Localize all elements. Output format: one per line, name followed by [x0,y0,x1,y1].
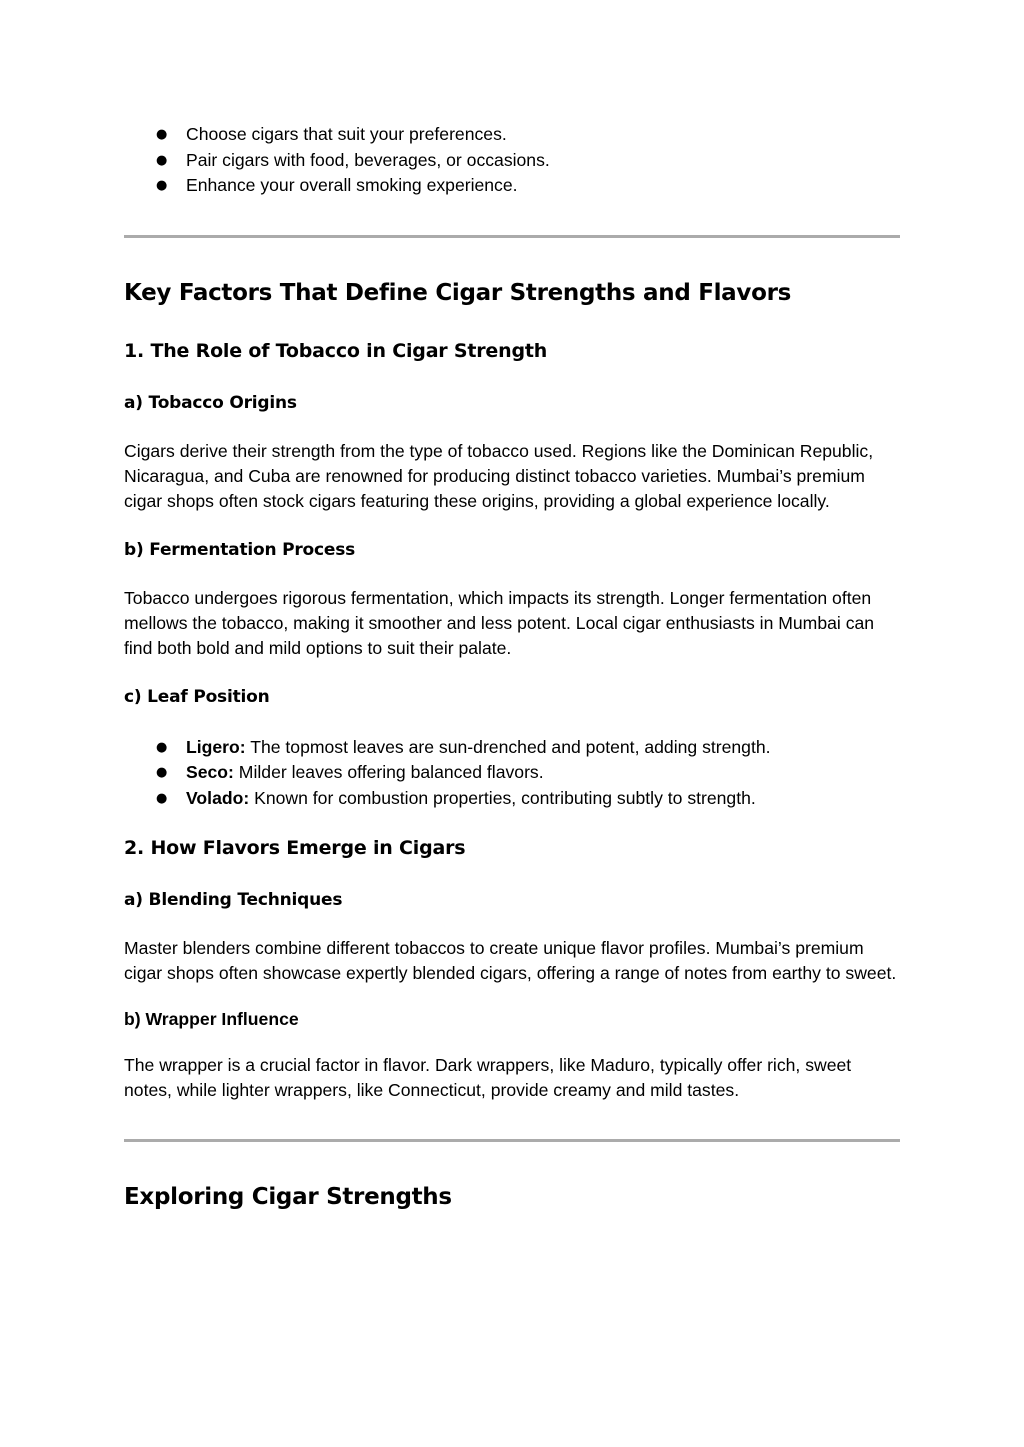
subsection-heading: 1. The Role of Tobacco in Cigar Strength [124,339,548,362]
section-heading: Key Factors That Define Cigar Strengths and Flavors [124,279,792,306]
paragraph: Tobacco undergoes rigorous fermentation, which impacts its strength. Longer fermentation often mellows the tobacco, making it smoother and less potent. Local cigar enthusiasts in Mumbai can find both bold and mild options to suit their palate. [124,587,875,658]
bullet-icon: ● [156,765,168,780]
document-content [124,122,900,1212]
bullet-icon: ● [156,739,168,755]
subheading: a) Blending Techniques [124,890,343,910]
bullet-icon: ● [156,790,168,806]
horizontal-divider [124,1139,900,1142]
term-label: Seco: [186,762,234,782]
section-heading: Exploring Cigar Strengths [124,1184,452,1210]
list-item [124,735,900,761]
horizontal-divider [124,235,900,238]
list-item: ● Enhance your overall smoking experience. [124,173,900,199]
list-item: ● Choose cigars that suit your preferences. [124,122,900,148]
paragraph: Cigars derive their strength from the type of tobacco used. Regions like the Dominican Republic, Nicaragua, and Cuba are renowned for producing distinct tobacco varieties. Mumbai’s premium cigar shops often stock cigars featuring these origins, providing a global experience locally. [124,440,874,511]
term-description: Milder leaves offering balanced flavors. [233,762,544,782]
leaf-position-list [124,735,900,812]
list-item: ● Pair cigars with food, beverages, or occasions. [124,148,900,174]
bullet-icon: ● [156,178,168,193]
term-label: Ligero: [186,736,246,757]
paragraph: The wrapper is a crucial factor in flavor. Dark wrappers, like Maduro, typically offer rich, sweet notes, while lighter wrappers, like Connecticut, provide creamy and mild tastes. [124,1055,852,1100]
term-description: Known for combustion properties, contributing subtly to strength. [249,787,756,808]
bullet-icon: ● [156,152,168,168]
subheading: b) Wrapper Influence [124,1009,299,1029]
list-item [124,760,900,786]
paragraph: Master blenders combine different tobaccos to create unique flavor profiles. Mumbai’s premium cigar shops often showcase expertly blended cigars, offering a range of notes from earthy to sweet. [124,938,897,983]
subsection-heading: 2. How Flavors Emerge in Cigars [124,837,466,859]
subheading: c) Leaf Position [124,686,270,707]
intro-bullet-list [124,122,900,199]
subheading: b) Fermentation Process [124,539,356,560]
subheading: a) Tobacco Origins [124,392,297,413]
term-description: The topmost leaves are sun-drenched and potent, adding strength. [245,736,771,757]
bullet-icon: ● [156,127,168,142]
term-label: Volado: [186,787,250,808]
list-item [124,786,900,812]
